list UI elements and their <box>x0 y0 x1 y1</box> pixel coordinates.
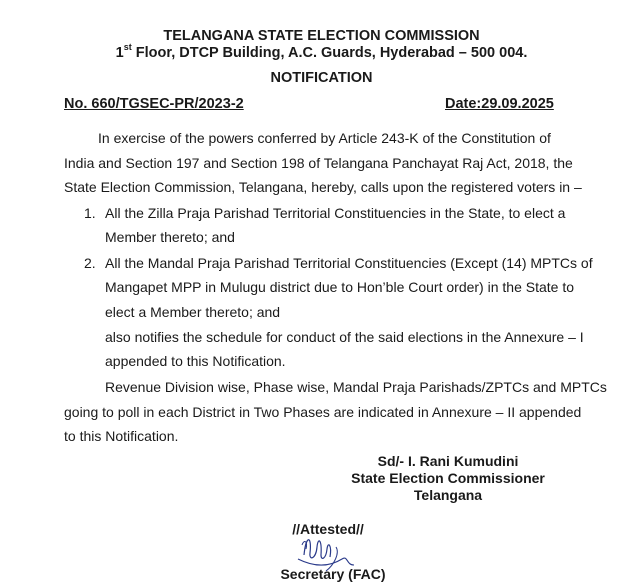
attested-label: //Attested// <box>292 521 364 537</box>
list-item-line: All the Zilla Praja Parishad Territorial Constituencies in the State, to elect a <box>105 205 566 221</box>
para1-line: State Election Commission, Telangana, hereby, calls upon the registered voters in – <box>64 179 582 195</box>
list-item-number: 1. <box>84 205 96 221</box>
list-item-line: elect a Member thereto; and <box>105 304 281 320</box>
para3-line: to this Notification. <box>64 428 179 444</box>
para3-line: Revenue Division wise, Phase wise, Mandal Praja Parishads/ZPTCs and MPTCs <box>105 379 607 395</box>
para1-line: India and Section 197 and Section 198 of Telangana Panchayat Raj Act, 2018, the <box>64 155 573 171</box>
para1-line: In exercise of the powers conferred by Article 243-K of the Constitution of <box>98 130 551 146</box>
commission-address <box>0 42 643 61</box>
para2-line: appended to this Notification. <box>105 353 286 369</box>
list-item-line: Member thereto; and <box>105 229 235 245</box>
list-item-line: All the Mandal Praja Parishad Territorial Constituencies (Except (14) MPTCs of <box>105 255 593 271</box>
floor-superscript: st <box>123 42 132 53</box>
floor-number: 1 <box>115 45 124 61</box>
list-item-line: Mangapet MPP in Mulugu district due to Hon’ble Court order) in the State to <box>105 279 574 295</box>
notification-title: NOTIFICATION <box>270 70 373 86</box>
commission-name: TELANGANA STATE ELECTION COMMISSION <box>163 28 480 44</box>
reference-number: No. 660/TGSEC-PR/2023-2 <box>64 96 244 112</box>
para3-line: going to poll in each District in Two Phases are indicated in Annexure – II appended <box>64 404 582 420</box>
signatory-name: Sd/- I. Rani Kumudini <box>377 453 519 469</box>
address-text: Floor, DTCP Building, A.C. Guards, Hyderabad – 500 004. <box>131 45 528 61</box>
para2-line: also notifies the schedule for conduct of the said elections in the Annexure – I <box>105 329 584 345</box>
attesting-officer-designation: Secretary (FAC) <box>280 566 386 582</box>
notification-date: Date:29.09.2025 <box>445 96 554 112</box>
list-item-number: 2. <box>84 255 96 271</box>
signatory-place: Telangana <box>413 487 483 503</box>
signatory-title: State Election Commissioner <box>351 470 545 486</box>
